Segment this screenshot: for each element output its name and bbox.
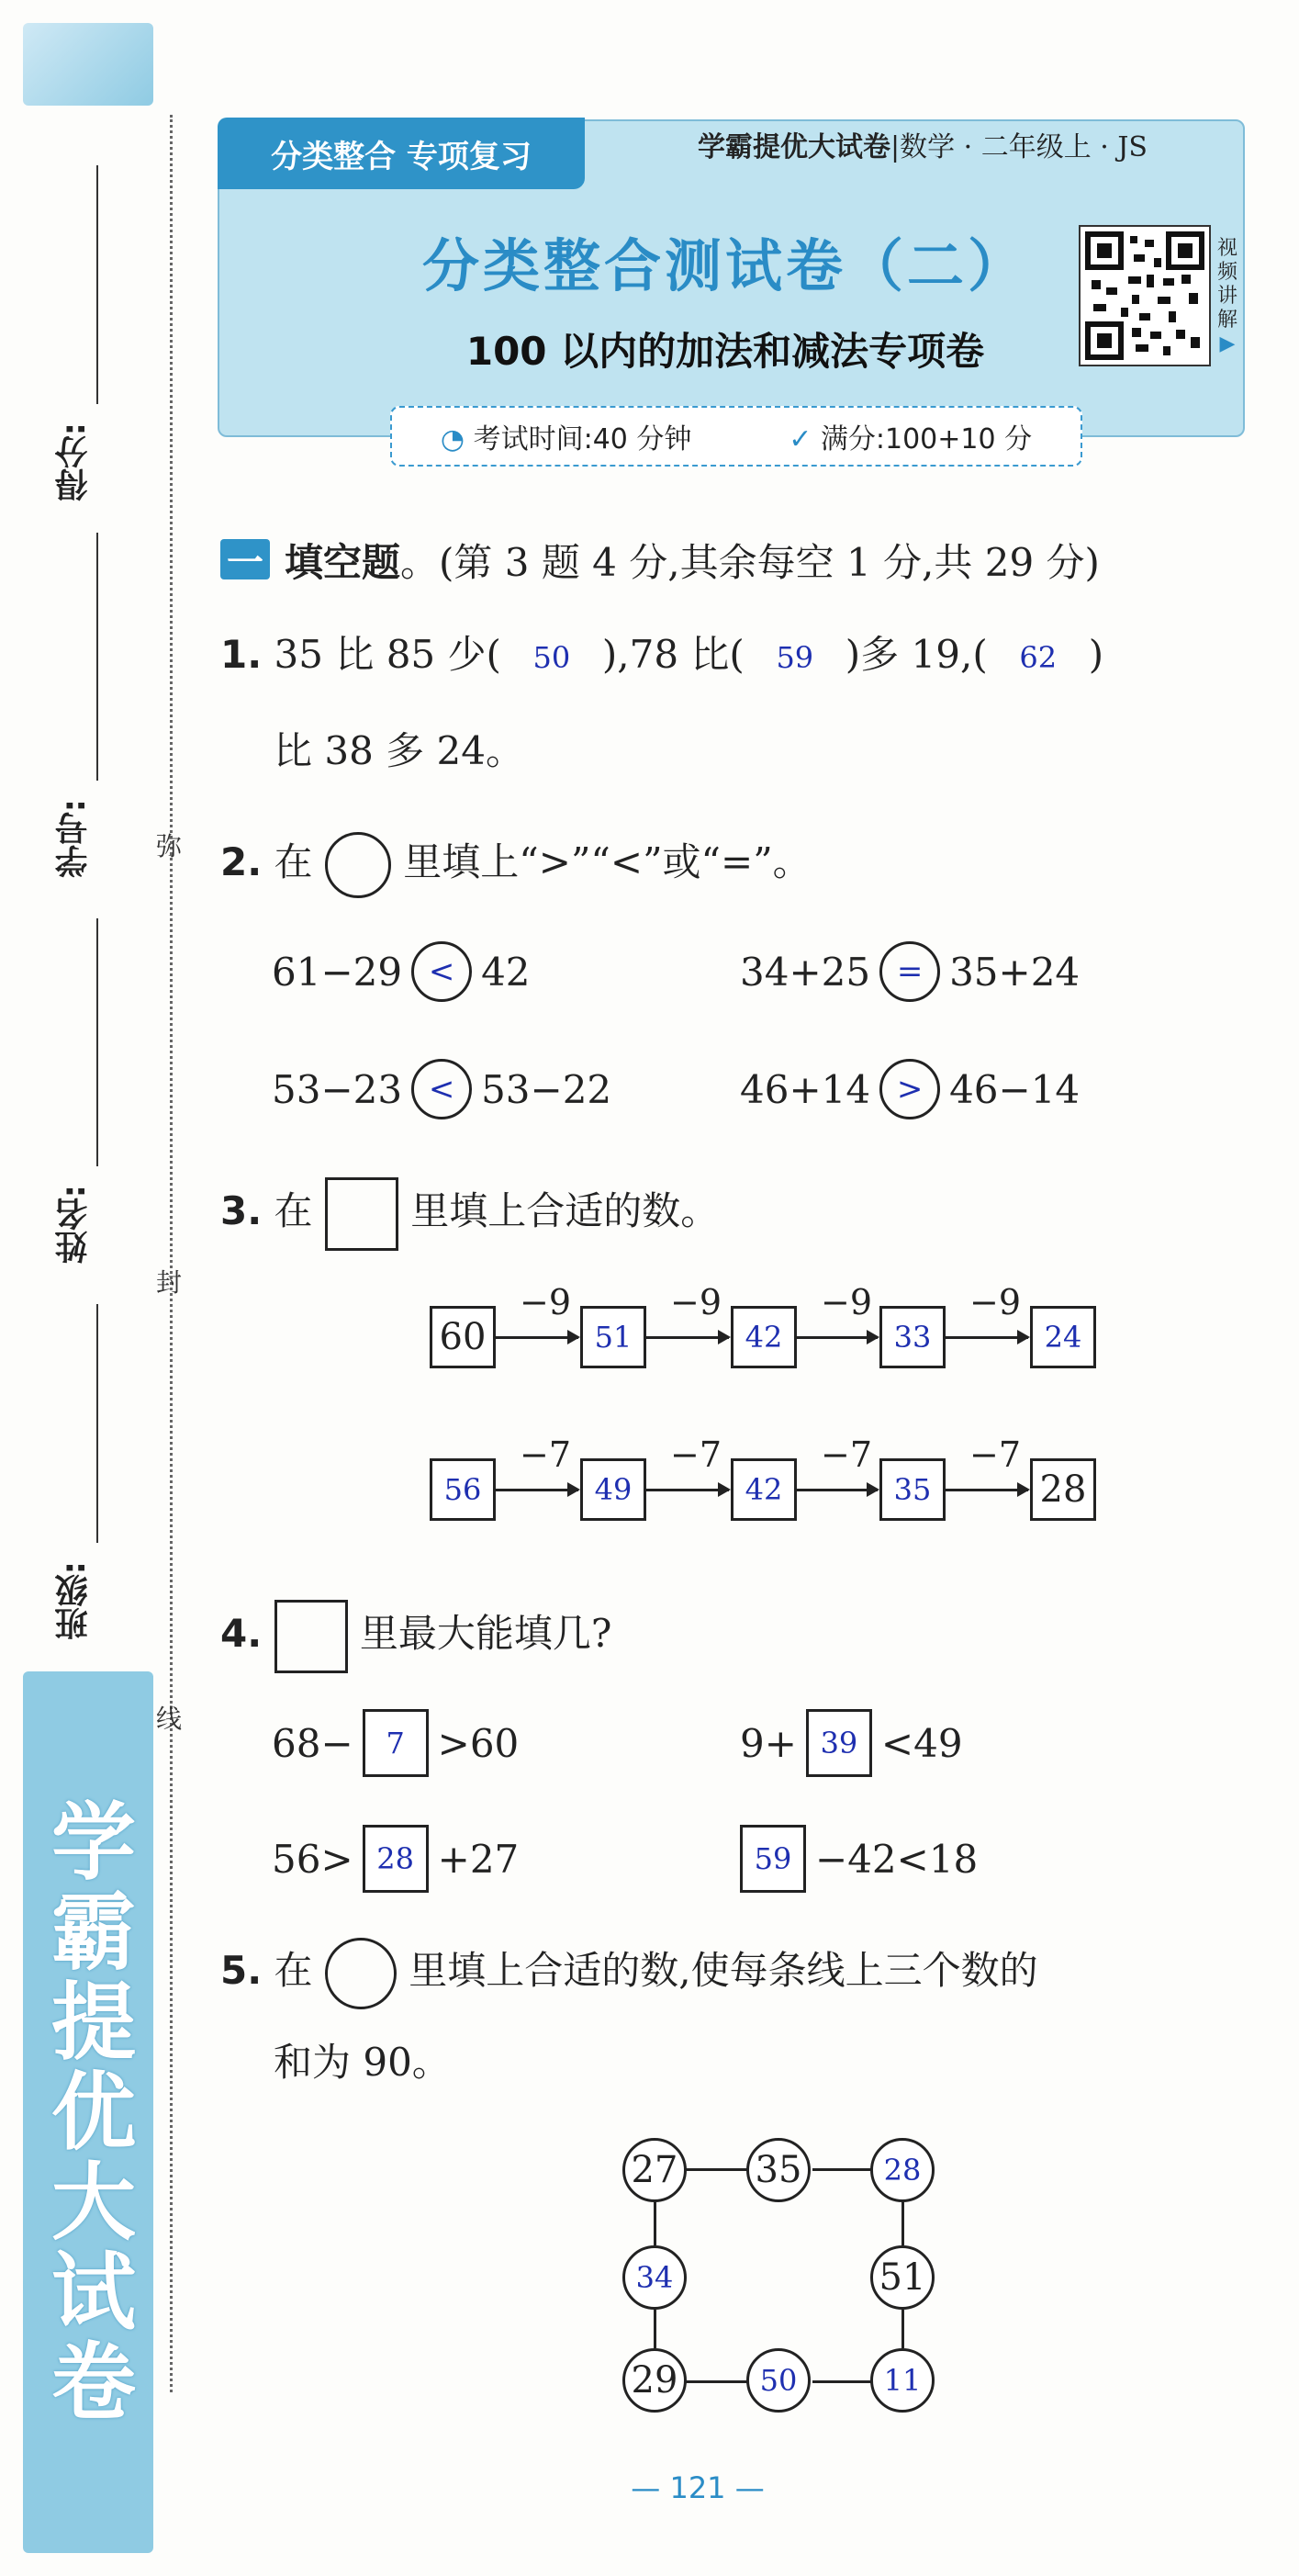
inequality-answer: 7 <box>363 1709 429 1777</box>
score-field-label: 得分: <box>55 422 93 502</box>
inequality-item: 68− 7 >60 <box>272 1706 519 1780</box>
section-badge: 一 <box>220 539 270 579</box>
comparison-item: 53−23 < 53−22 <box>272 1056 611 1122</box>
qr-caption-char: 视 <box>1216 237 1237 260</box>
question-1-line-2: 比 38 多 24。 <box>274 728 524 773</box>
chain-operator: −7 <box>969 1434 1022 1475</box>
puzzle-edge <box>654 2201 656 2245</box>
question-number: 5. <box>220 1948 263 1993</box>
qr-caption <box>1214 237 1241 356</box>
puzzle-edge <box>654 2310 656 2348</box>
puzzle-node-middle-right: 51 <box>870 2245 935 2310</box>
qr-caption-char: 讲 <box>1216 285 1237 308</box>
qr-code-icon[interactable] <box>1079 225 1211 366</box>
play-icon: ▶ <box>1219 332 1236 355</box>
name-field-label: 姓名: <box>55 1185 93 1265</box>
brand-vertical-text: 学霸提优大试卷 <box>38 1797 137 2427</box>
page-number: — 121 — <box>631 2470 765 2505</box>
question-5-line-2: 和为 90。 <box>274 2040 451 2085</box>
score-field-line <box>96 165 98 404</box>
chain-answer-box: 49 <box>580 1458 646 1521</box>
question-1: 1. 35 比 85 少( 50 ),78 比( 59 )多 19,( 62 ) <box>220 629 1103 683</box>
question-2: 2. 在 里填上“>”“<”或“=”。 <box>220 832 812 898</box>
inequality-answer: 39 <box>806 1709 872 1777</box>
question-number: 4. <box>220 1611 263 1656</box>
section-title: 填空题。(第 3 题 4 分,其余每空 1 分,共 29 分) <box>285 540 1100 585</box>
chain-answer-box: 56 <box>430 1458 496 1521</box>
chain-operator: −9 <box>969 1282 1022 1322</box>
chain-operator: −9 <box>520 1282 572 1322</box>
circle-blank-icon <box>325 832 391 898</box>
comparison-answer: = <box>879 941 940 1002</box>
square-blank-icon <box>274 1600 348 1673</box>
inequality-answer: 28 <box>363 1825 429 1893</box>
chain-arrow <box>797 1336 878 1339</box>
check-icon: ✓ <box>789 423 812 456</box>
exam-meta <box>390 406 1082 467</box>
puzzle-node-bottom-middle: 50 <box>746 2348 811 2413</box>
class-field-label: 班级: <box>55 1561 93 1641</box>
comparison-item: 61−29 < 42 <box>272 939 531 1005</box>
book-info <box>698 124 1249 172</box>
chain-answer-box: 24 <box>1030 1306 1096 1368</box>
inequality-item: 56> 28 +27 <box>272 1822 519 1895</box>
answer-blank: 59 <box>776 640 814 675</box>
cut-mark-mi: 弥 <box>156 831 183 861</box>
chain-arrow <box>646 1336 729 1339</box>
puzzle-node-bottom-left: 29 <box>622 2348 687 2413</box>
chain-answer-box: 35 <box>879 1458 946 1521</box>
question-3: 3. 在 里填上合适的数。 <box>220 1177 719 1251</box>
cut-mark-feng: 封 <box>156 1267 183 1298</box>
question-number: 3. <box>220 1188 263 1233</box>
question-4: 4. 里最大能填几? <box>220 1600 611 1673</box>
chain-given-box: 60 <box>430 1306 496 1368</box>
full-score: ✓ 满分:100+10 分 <box>789 423 1033 456</box>
series-tab: 分类整合 专项复习 <box>218 118 585 189</box>
inequality-answer: 59 <box>740 1825 806 1893</box>
comparison-item: 46+14 > 46−14 <box>740 1056 1080 1122</box>
name-field-line <box>96 918 98 1166</box>
inequality-item: 9+ 39 <49 <box>740 1706 963 1780</box>
chain-arrow <box>946 1489 1028 1491</box>
exam-time: ◔ 考试时间:40 分钟 <box>440 423 692 456</box>
puzzle-node-middle-left: 34 <box>622 2245 687 2310</box>
chain-answer-box: 42 <box>731 1458 797 1521</box>
answer-blank: 50 <box>532 640 571 675</box>
puzzle-node-top-right: 28 <box>870 2138 935 2202</box>
comparison-answer: > <box>879 1059 940 1119</box>
puzzle-node-top-left: 27 <box>622 2138 687 2202</box>
question-number: 1. <box>220 632 263 677</box>
puzzle-edge <box>901 2201 904 2245</box>
answer-blank: 62 <box>1019 640 1058 675</box>
margin-corner-decoration <box>23 23 153 106</box>
chain-arrow <box>946 1336 1028 1339</box>
square-blank-icon <box>325 1177 398 1251</box>
chain-operator: −7 <box>670 1434 722 1475</box>
chain-arrow <box>646 1489 729 1491</box>
comparison-answer: < <box>411 941 472 1002</box>
chain-operator: −9 <box>821 1282 873 1322</box>
chain-operator: −7 <box>821 1434 873 1475</box>
page-subtitle: 100 以内的加法和减法专项卷 <box>465 329 985 374</box>
student-id-field-line <box>96 533 98 781</box>
student-id-field-label: 学号: <box>55 799 93 879</box>
question-number: 2. <box>220 839 263 884</box>
chain-answer-box: 51 <box>580 1306 646 1368</box>
chain-arrow <box>496 1336 578 1339</box>
comparison-item: 34+25 = 35+24 <box>740 939 1080 1005</box>
book-info-title: 学霸提优大试卷 <box>698 131 890 163</box>
qr-caption-char: 解 <box>1216 309 1237 332</box>
chain-answer-box: 42 <box>731 1306 797 1368</box>
chain-given-box: 28 <box>1030 1458 1096 1521</box>
puzzle-node-bottom-right: 11 <box>870 2348 935 2413</box>
comparison-answer: < <box>411 1059 472 1119</box>
circle-blank-icon <box>325 1938 397 2009</box>
section-scoring-note: 。(第 3 题 4 分,其余每空 1 分,共 29 分) <box>400 540 1100 585</box>
chain-arrow <box>496 1489 578 1491</box>
qr-caption-char: 频 <box>1216 261 1237 284</box>
page-title: 分类整合测试卷（二） <box>421 232 1028 299</box>
binding-cut-line <box>170 115 173 2392</box>
cut-mark-xian: 线 <box>156 1704 183 1734</box>
chain-answer-box: 33 <box>879 1306 946 1368</box>
clock-icon: ◔ <box>440 423 465 456</box>
inequality-item: 59 −42<18 <box>731 1822 978 1895</box>
puzzle-node-top-middle: 35 <box>746 2138 811 2202</box>
puzzle-edge <box>901 2310 904 2348</box>
chain-arrow <box>797 1489 878 1491</box>
class-field-line <box>96 1304 98 1543</box>
question-5: 5. 在 里填上合适的数,使每条线上三个数的 <box>220 1938 1038 2009</box>
book-info-subject: |数学 · 二年级上 · JS <box>890 131 1148 163</box>
chain-operator: −9 <box>670 1282 722 1322</box>
chain-operator: −7 <box>520 1434 572 1475</box>
